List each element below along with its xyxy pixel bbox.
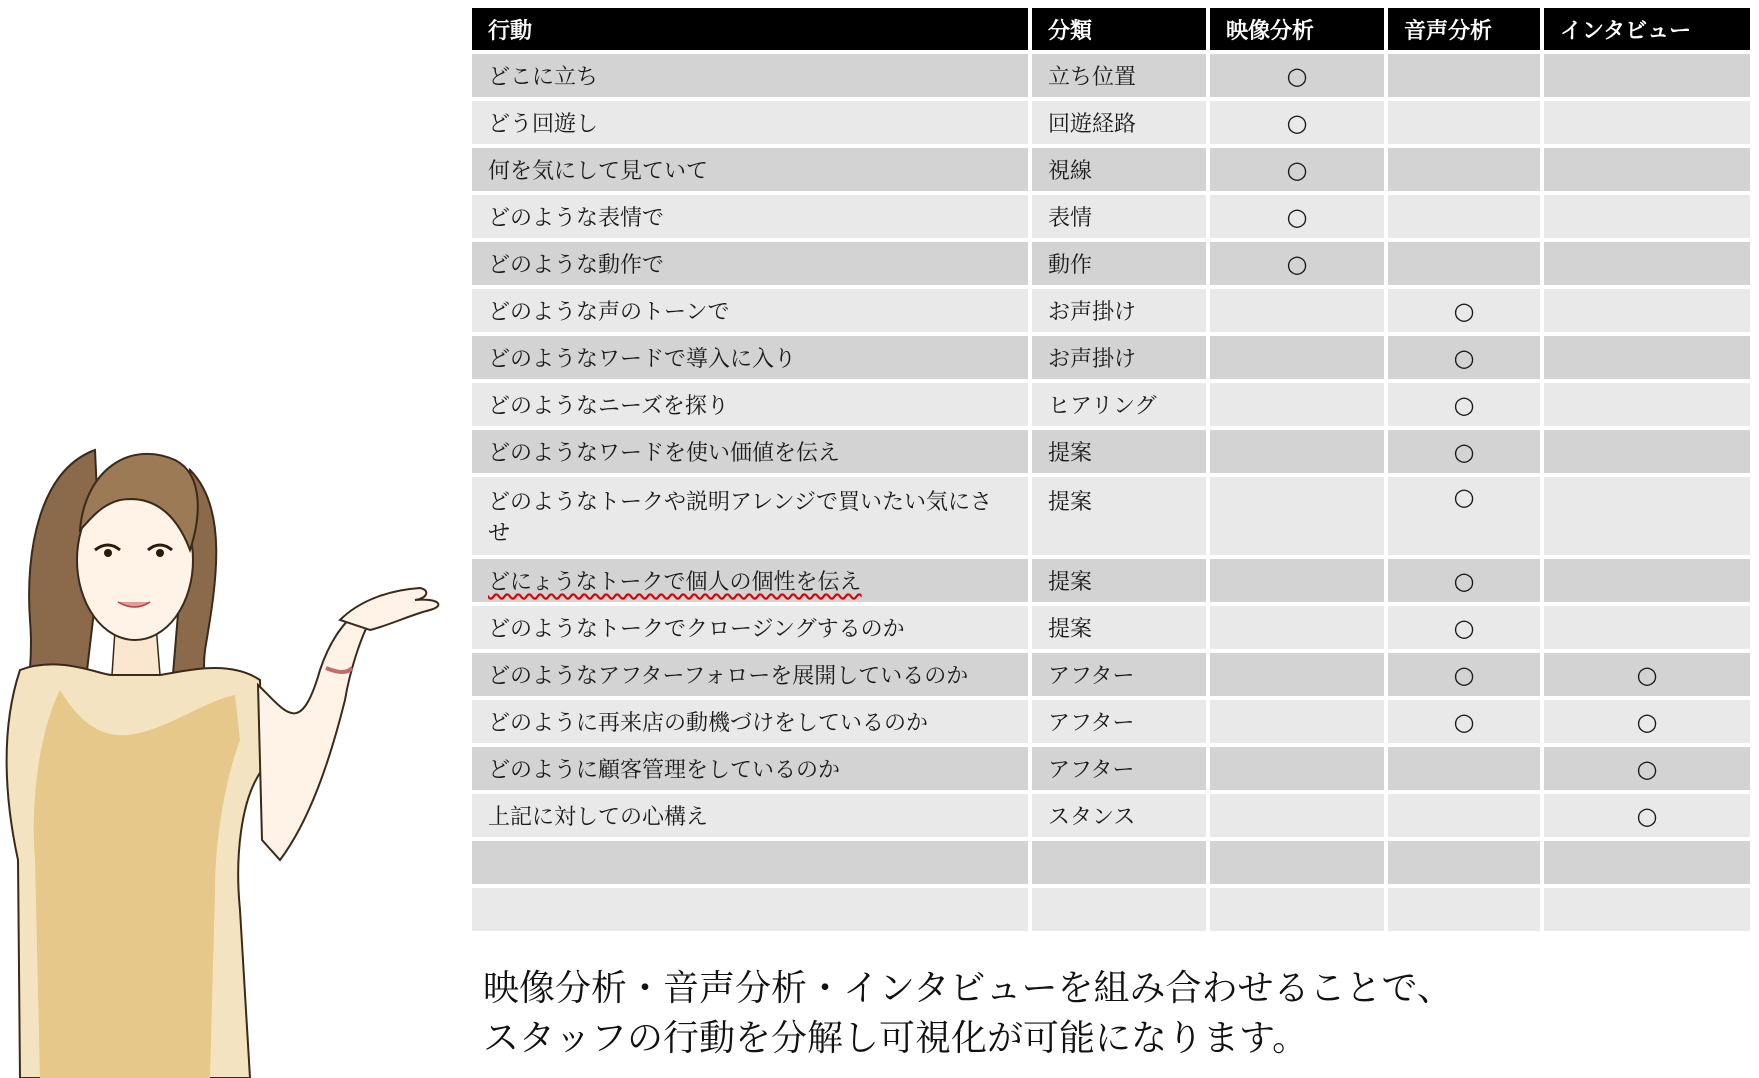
cell-action: どにょうなトークで個人の個性を伝え (472, 559, 1028, 602)
table-row (472, 700, 1750, 743)
cell-video (1210, 888, 1384, 931)
table-row (472, 653, 1750, 696)
cell-interview (1544, 606, 1750, 649)
cell-action: どのようなワードで導入に入り (472, 336, 1028, 379)
cell-video (1210, 794, 1384, 837)
cell-audio (1388, 888, 1540, 931)
cell-category: アフター (1032, 700, 1206, 743)
cell-video: ○ (1210, 54, 1384, 97)
cell-video (1210, 559, 1384, 602)
cell-interview (1544, 195, 1750, 238)
cell-category: ヒアリング (1032, 383, 1206, 426)
cell-action: どう回遊し (472, 101, 1028, 144)
cell-action (472, 841, 1028, 884)
cell-interview (1544, 148, 1750, 191)
cell-audio (1388, 747, 1540, 790)
cell-interview (1544, 336, 1750, 379)
cell-audio: ○ (1388, 606, 1540, 649)
cell-action: どのように再来店の動機づけをしているのか (472, 700, 1028, 743)
cell-audio: ○ (1388, 289, 1540, 332)
cell-category: 回遊経路 (1032, 101, 1206, 144)
cell-audio (1388, 54, 1540, 97)
cell-video (1210, 700, 1384, 743)
cell-action: どのようなワードを使い価値を伝え (472, 430, 1028, 473)
cell-interview: ○ (1544, 794, 1750, 837)
cell-category (1032, 888, 1206, 931)
cell-video (1210, 477, 1384, 555)
cell-category: お声掛け (1032, 336, 1206, 379)
cell-action: どのようなニーズを探り (472, 383, 1028, 426)
behavior-analysis-table (468, 4, 1754, 935)
cell-action: どのような表情で (472, 195, 1028, 238)
cell-interview (1544, 289, 1750, 332)
cell-video (1210, 383, 1384, 426)
summary-caption (483, 964, 1583, 1064)
cell-interview: ○ (1544, 747, 1750, 790)
cell-video: ○ (1210, 101, 1384, 144)
cell-video: ○ (1210, 148, 1384, 191)
cell-category: 動作 (1032, 242, 1206, 285)
cell-action: どのような動作で (472, 242, 1028, 285)
table-row (472, 559, 1750, 602)
cell-interview (1544, 477, 1750, 555)
table-row (472, 430, 1750, 473)
cell-category: 提案 (1032, 430, 1206, 473)
cell-action (472, 888, 1028, 931)
table-row (472, 477, 1750, 555)
cell-category: お声掛け (1032, 289, 1206, 332)
cell-audio (1388, 242, 1540, 285)
cell-category: 表情 (1032, 195, 1206, 238)
cell-video (1210, 653, 1384, 696)
table-row (472, 289, 1750, 332)
cell-audio (1388, 841, 1540, 884)
cell-audio: ○ (1388, 383, 1540, 426)
cell-video (1210, 336, 1384, 379)
cell-video: ○ (1210, 242, 1384, 285)
cell-category: 提案 (1032, 606, 1206, 649)
cell-category: アフター (1032, 653, 1206, 696)
header-interview: インタビュー (1544, 8, 1750, 50)
cell-audio: ○ (1388, 430, 1540, 473)
caption-line-1: 映像分析・音声分析・インタビューを組み合わせることで、 (483, 968, 1453, 1009)
cell-action: 何を気にして見ていて (472, 148, 1028, 191)
cell-action: 上記に対しての心構え (472, 794, 1028, 837)
table-row (472, 383, 1750, 426)
cell-category: スタンス (1032, 794, 1206, 837)
cell-video (1210, 606, 1384, 649)
cell-category: 立ち位置 (1032, 54, 1206, 97)
table-row-empty (472, 841, 1750, 884)
table-row (472, 148, 1750, 191)
table-row (472, 195, 1750, 238)
table-row (472, 747, 1750, 790)
cell-action: どのような声のトーンで (472, 289, 1028, 332)
header-category: 分類 (1032, 8, 1206, 50)
cell-interview (1544, 888, 1750, 931)
cell-interview (1544, 242, 1750, 285)
cell-action: どのようなアフターフォローを展開しているのか (472, 653, 1028, 696)
cell-video (1210, 841, 1384, 884)
cell-audio: ○ (1388, 559, 1540, 602)
cell-interview (1544, 430, 1750, 473)
cell-interview (1544, 841, 1750, 884)
cell-audio: ○ (1388, 700, 1540, 743)
cell-video (1210, 430, 1384, 473)
table-row-empty (472, 888, 1750, 931)
cell-video (1210, 747, 1384, 790)
cell-interview: ○ (1544, 700, 1750, 743)
cell-category (1032, 841, 1206, 884)
caption-line-2: スタッフの行動を分解し可視化が可能になります。 (483, 1018, 1309, 1059)
cell-action: どのようなトークでクロージングするのか (472, 606, 1028, 649)
table-row (472, 54, 1750, 97)
cell-category: 視線 (1032, 148, 1206, 191)
table-row (472, 606, 1750, 649)
cell-action: どのようなトークや説明アレンジで買いたい気にさせ (472, 477, 1028, 555)
table-row (472, 336, 1750, 379)
header-video-analysis: 映像分析 (1210, 8, 1384, 50)
table-row (472, 794, 1750, 837)
cell-video (1210, 289, 1384, 332)
cell-audio (1388, 148, 1540, 191)
cell-action: どのように顧客管理をしているのか (472, 747, 1028, 790)
cell-audio: ○ (1388, 653, 1540, 696)
cell-interview (1544, 559, 1750, 602)
table-row (472, 101, 1750, 144)
cell-interview: ○ (1544, 653, 1750, 696)
cell-interview (1544, 101, 1750, 144)
cell-category: アフター (1032, 747, 1206, 790)
cell-video: ○ (1210, 195, 1384, 238)
cell-audio (1388, 794, 1540, 837)
cell-category: 提案 (1032, 477, 1206, 555)
cell-audio (1388, 101, 1540, 144)
cell-category: 提案 (1032, 559, 1206, 602)
table-row (472, 242, 1750, 285)
cell-audio: ○ (1388, 477, 1540, 555)
header-audio-analysis: 音声分析 (1388, 8, 1540, 50)
woman-illustration (0, 440, 470, 1078)
header-action: 行動 (472, 8, 1028, 50)
cell-audio: ○ (1388, 336, 1540, 379)
cell-audio (1388, 195, 1540, 238)
cell-action: どこに立ち (472, 54, 1028, 97)
cell-interview (1544, 54, 1750, 97)
cell-interview (1544, 383, 1750, 426)
